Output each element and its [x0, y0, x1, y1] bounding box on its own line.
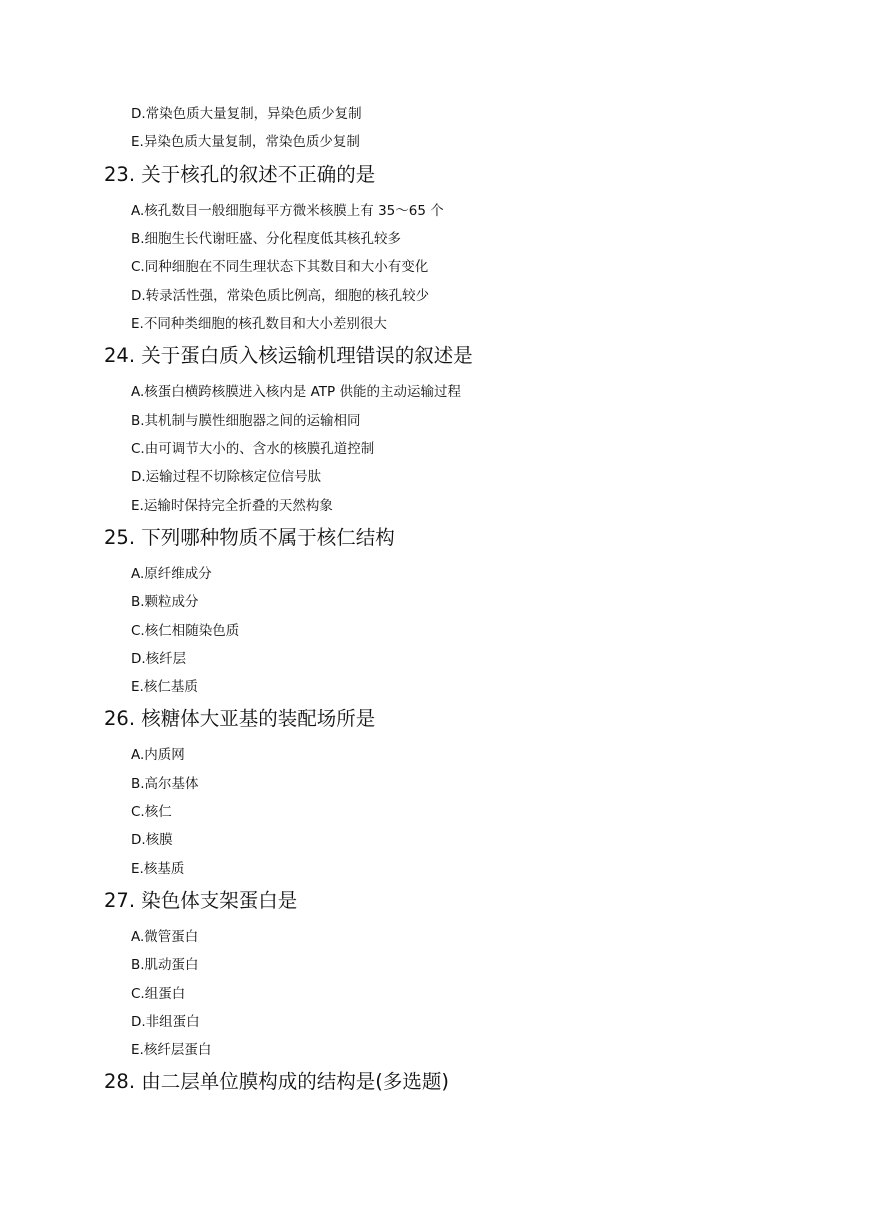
q26-option-c: C.核仁: [131, 804, 172, 820]
question-26: [104, 706, 375, 732]
question-text: 核糖体大亚基的装配场所是: [141, 707, 376, 730]
question-25: [104, 525, 395, 551]
q24-option-c: C.由可调节大小的、含水的核膜孔道控制: [131, 441, 375, 457]
q24-option-d: D.运输过程不切除核定位信号肽: [131, 469, 322, 485]
q27-option-d: D.非组蛋白: [131, 1014, 200, 1030]
question-number: 23.: [104, 163, 136, 186]
question-24: [104, 343, 473, 369]
q25-option-d: D.核纤层: [131, 651, 187, 667]
q25-option-a: A.原纤维成分: [131, 566, 212, 582]
question-text: 染色体支架蛋白是: [141, 889, 298, 912]
question-text: 关于蛋白质入核运输机理错误的叙述是: [141, 344, 473, 367]
q26-option-a: A.内质网: [131, 747, 185, 763]
question-number: 27.: [104, 889, 136, 912]
q22-option-d: D.常染色质大量复制，异染色质少复制: [131, 106, 362, 122]
question-number: 26.: [104, 707, 136, 730]
q24-option-b: B.其机制与膜性细胞器之间的运输相同: [131, 413, 361, 429]
question-number: 28.: [104, 1070, 136, 1093]
q27-option-e: E.核纤层蛋白: [131, 1042, 212, 1058]
q23-option-d: D.转录活性强，常染色质比例高，细胞的核孔较少: [131, 288, 430, 304]
q24-option-a: A.核蛋白横跨核膜进入核内是 ATP 供能的主动运输过程: [131, 384, 461, 400]
q27-option-a: A.微管蛋白: [131, 929, 199, 945]
question-text: 由二层单位膜构成的结构是(多选题): [141, 1070, 449, 1093]
q22-option-e: E.异染色质大量复制，常染色质少复制: [131, 134, 360, 150]
q23-option-c: C.同种细胞在不同生理状态下其数目和大小有变化: [131, 259, 429, 275]
q23-option-b: B.细胞生长代谢旺盛、分化程度低其核孔较多: [131, 231, 402, 247]
question-number: 24.: [104, 344, 136, 367]
question-27: [104, 888, 297, 914]
q23-option-a: A.核孔数目一般细胞每平方微米核膜上有 35～65 个: [131, 203, 444, 219]
question-number: 25.: [104, 526, 136, 549]
q26-option-d: D.核膜: [131, 832, 173, 848]
q25-option-b: B.颗粒成分: [131, 594, 199, 610]
q25-option-c: C.核仁相随染色质: [131, 623, 240, 639]
q24-option-e: E.运输时保持完全折叠的天然构象: [131, 498, 333, 514]
q25-option-e: E.核仁基质: [131, 679, 198, 695]
question-28: [104, 1069, 449, 1095]
q23-option-e: E.不同种类细胞的核孔数目和大小差别很大: [131, 316, 387, 332]
q27-option-c: C.组蛋白: [131, 986, 186, 1002]
q26-option-e: E.核基质: [131, 861, 185, 877]
q26-option-b: B.高尔基体: [131, 776, 199, 792]
question-23: [104, 162, 375, 188]
question-text: 下列哪种物质不属于核仁结构: [141, 526, 395, 549]
q27-option-b: B.肌动蛋白: [131, 957, 199, 973]
question-text: 关于核孔的叙述不正确的是: [141, 163, 376, 186]
